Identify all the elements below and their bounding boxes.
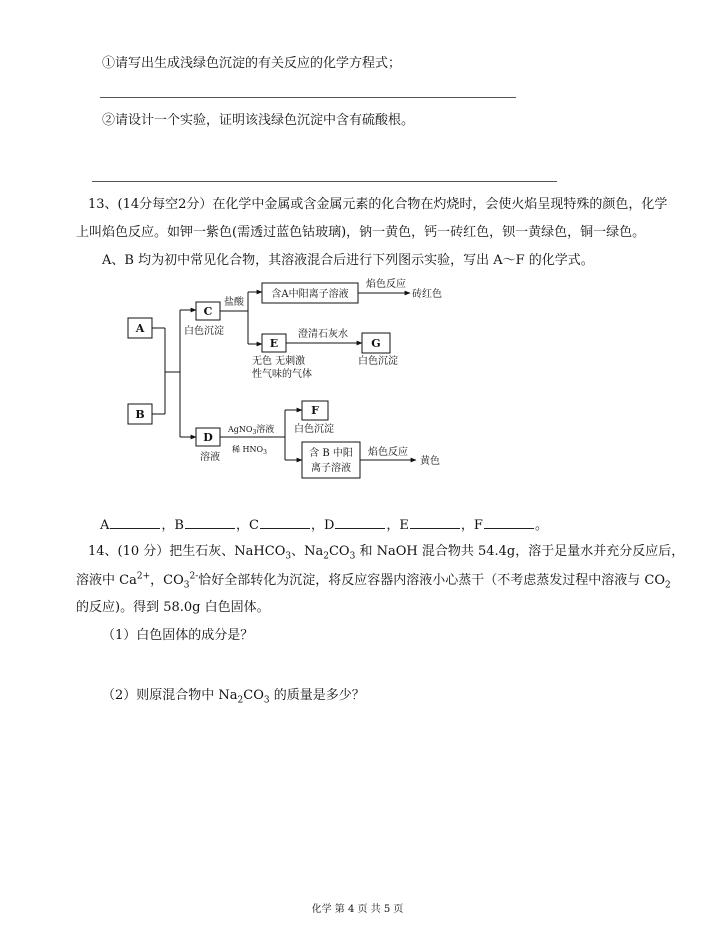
label-e: E <box>269 337 279 350</box>
label-yellow: 黄色 <box>420 456 440 467</box>
q14-sub2: （2）则原混合物中 $Na_2CO_3$ 的质量是多少？ <box>102 688 365 706</box>
q14-line3: 的反应)。得到 58.0g 白色固体。 <box>76 600 270 615</box>
blank-label-f: F <box>473 518 483 533</box>
label-flame-b: 焰色反应 <box>368 447 408 458</box>
label-hno3: 稀 $HNO_3$ <box>232 445 267 456</box>
label-gas-desc-1: 无色 无刺激 <box>252 356 306 367</box>
label-flame-a: 焰色反应 <box>366 279 406 290</box>
label-f: F <box>311 404 319 417</box>
page-footer: 化学 第 4 页 共 5 页 <box>311 904 404 915</box>
label-d: D <box>203 431 213 444</box>
label-c: C <box>203 305 213 318</box>
label-lime-water: 澄清石灰水 <box>298 329 348 340</box>
q14-line2: 溶液中 $Ca^{2+}$，$CO_3^{2-}$恰好全部转化为沉淀，将反应容器内溶液小心蒸干（不考虑蒸发过程中溶液与 $CO_2$ <box>76 571 671 591</box>
label-white-ppt-g: 白色沉淀 <box>358 356 398 367</box>
label-b: B <box>135 408 145 421</box>
q12-sub2: ②请设计一个实验，证明该浅绿色沉淀中含有硫酸根。 <box>102 113 415 128</box>
label-gas-desc-2: 性气味的气体 <box>252 369 312 380</box>
blank-label-d: D <box>323 518 335 533</box>
q14-sub1: （1）白色固体的成分是？ <box>102 628 254 643</box>
q13-line3: A、B 均为初中常见化合物，其溶液混合后进行下列图示实验，写出 A～F 的化学式。 <box>102 253 594 268</box>
blank-d[interactable] <box>335 516 385 529</box>
label-white-ppt-c: 白色沉淀 <box>184 326 224 337</box>
label-agno3: AgNO$_3$溶液 <box>228 425 275 436</box>
label-brick-red: 砖红色 <box>412 289 442 300</box>
label-a: A <box>135 322 145 335</box>
label-solution-a: 含A中阳离子溶液 <box>271 289 349 300</box>
blank-b[interactable] <box>185 516 235 529</box>
label-g: G <box>371 337 381 350</box>
blank-label-e: E <box>399 518 409 533</box>
label-solution-d: 溶液 <box>200 452 220 463</box>
blank-label-b: B <box>174 518 184 533</box>
label-solution-b-1: 含 B 中阳 <box>309 448 353 459</box>
blank-f[interactable] <box>484 516 534 529</box>
label-hcl: 盐酸 <box>224 297 244 308</box>
q12-sub1: ①请写出生成浅绿色沉淀的有关反应的化学方程式； <box>102 56 402 71</box>
answer-blanks-row: A ，B ，C ，D ，E ，F 。 <box>100 518 548 533</box>
label-solution-b-2: 离子溶液 <box>311 463 351 474</box>
q14-line1: 14、(10 分）把生石灰、NaHCO$_3$、$Na_2CO_3$ 和 NaOH 混合物共 54.4g，溶于足量水并充分反应后， <box>88 544 685 562</box>
label-white-ppt-f: 白色沉淀 <box>294 424 334 435</box>
blank-a[interactable] <box>110 516 160 529</box>
blank-e[interactable] <box>410 516 460 529</box>
blank-c[interactable] <box>260 516 310 529</box>
blank-label-a: A <box>100 518 110 533</box>
blank-label-c: C <box>248 518 259 533</box>
q13-line2: 上叫焰色反应。如钾一紫色(需透过蓝色钴玻璃)，钠一黄色，钙一砖红色，钡一黄绿色，铜一绿色。 <box>76 225 646 240</box>
q13-line1: 13、(14分每空2分）在化学中金属或含金属元素的化合物在灼烧时，会使火焰呈现特殊的颜色，化学 <box>88 197 668 212</box>
